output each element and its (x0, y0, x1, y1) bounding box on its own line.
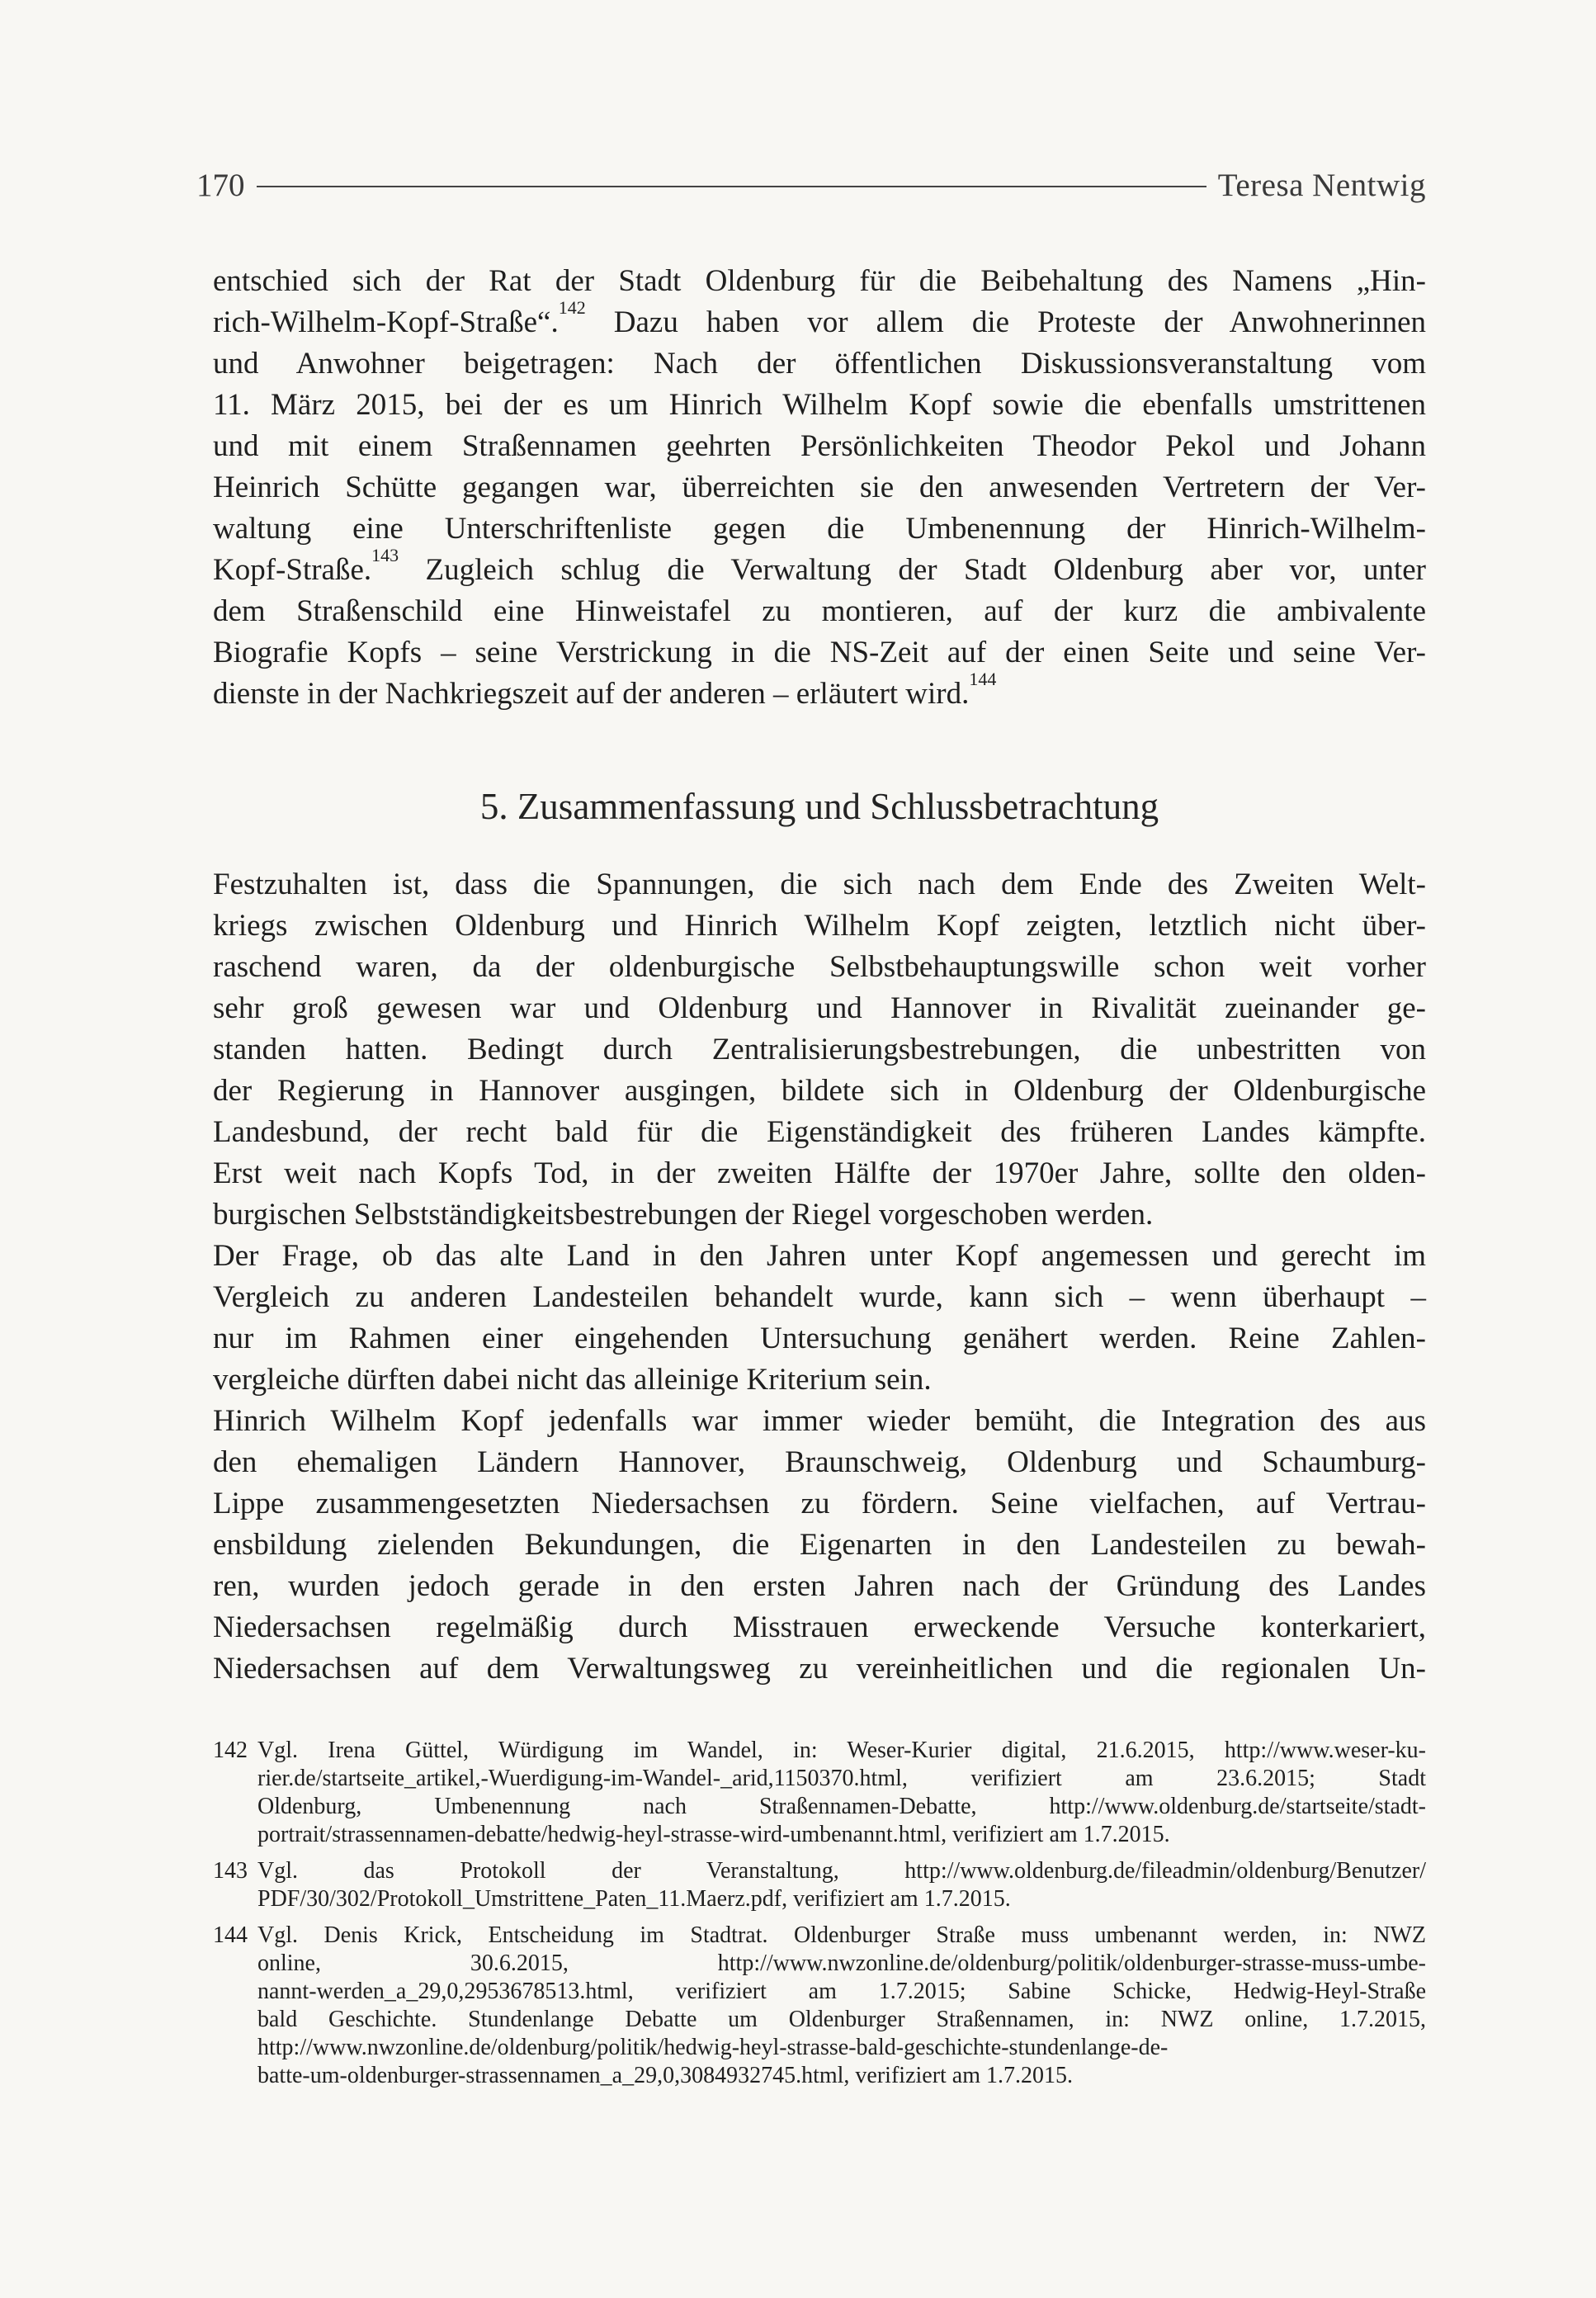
text-line: ensbildung zielenden Bekundungen, die Eigenarten in den Landesteilen zu bewah- (213, 1528, 1426, 1562)
footnote-line: portrait/strassennamen-debatte/hedwig-heyl-strasse-wird-umbenannt.html, verifiziert am 1.7.2015. (257, 1822, 1170, 1847)
footnote-line: batte-um-oldenburger-strassennamen_a_29,0,3084932745.html, verifiziert am 1.7.2015. (257, 2063, 1074, 2088)
footnote-line: rier.de/startseite_artikel,-Wuerdigung-im-Wandel-_arid,1150370.html, verifiziert am 23.6.2015; Stadt (257, 1766, 1426, 1791)
footnote-line: bald Geschichte. Stundenlange Debatte um Oldenburger Straßennamen, in: NWZ online, 1.7.2015, (257, 2007, 1426, 2032)
paragraph (213, 864, 1426, 1236)
footnote-number: 142 (213, 1738, 248, 1763)
footnotes (213, 1737, 1426, 2098)
footnote-ref-142[interactable]: 142 (558, 297, 586, 318)
text-line: Niedersachsen regelmäßig durch Misstrauen erweckende Versuche konterkariert, (213, 1610, 1426, 1644)
footnote-line: PDF/30/302/Protokoll_Umstrittene_Paten_11.Maerz.pdf, verifiziert am 1.7.2015. (257, 1886, 1011, 1912)
footnote-line: Vgl. Denis Krick, Entscheidung im Stadtrat. Oldenburger Straße muss umbenannt werden, in: NWZ (257, 1922, 1426, 1948)
section-heading: 5. Zusammenfassung und Schlussbetrachtung (479, 786, 1159, 827)
text-line: 11. März 2015, bei der es um Hinrich Wilhelm Kopf sowie die ebenfalls umstrittenen (213, 388, 1426, 422)
running-header-author: Teresa Nentwig (1217, 167, 1426, 203)
text-line: Lippe zusammengesetzten Niedersachsen zu fördern. Seine vielfachen, auf Vertrau- (213, 1487, 1426, 1520)
text-line: burgischen Selbstständigkeitsbestrebungen der Riegel vorgeschoben werden. (213, 1198, 1154, 1232)
text-line: den ehemaligen Ländern Hannover, Braunschweig, Oldenburg und Schaumburg- (213, 1445, 1426, 1479)
text-line: Kopf-Straße.$^{143}$ Zugleich schlug die Verwaltung der Stadt Oldenburg aber vor, unter (213, 545, 1426, 587)
text-line: dem Straßenschild eine Hinweistafel zu montieren, auf der kurz die ambivalente (213, 594, 1426, 628)
text-line: Biografie Kopfs – seine Verstrickung in die NS-Zeit auf der einen Seite und seine Ver- (213, 636, 1426, 669)
text-line: sehr groß gewesen war und Oldenburg und Hannover in Rivalität zueinander ge- (213, 991, 1426, 1025)
paragraph-continuation (213, 261, 1426, 715)
text-line: Niedersachsen auf dem Verwaltungsweg zu vereinheitlichen und die regionalen Un- (213, 1652, 1426, 1686)
text-line: waltung eine Unterschriftenliste gegen die Umbenennung der Hinrich-Wilhelm- (213, 512, 1426, 546)
text-line: vergleiche dürften dabei nicht das alleinige Kriterium sein. (213, 1363, 932, 1397)
text-line: der Regierung in Hannover ausgingen, bildete sich in Oldenburg der Oldenburgische (213, 1074, 1426, 1108)
text-line: Landesbund, der recht bald für die Eigenständigkeit des früheren Landes kämpfte. (213, 1115, 1426, 1149)
footnote-line: Vgl. das Protokoll der Veranstaltung, http://www.oldenburg.de/fileadmin/oldenburg/Benutzer/ (257, 1858, 1426, 1884)
footnote-number: 144 (213, 1922, 248, 1948)
text-line: ren, wurden jedoch gerade in den ersten Jahren nach der Gründung des Landes (213, 1569, 1426, 1603)
text-line: und Anwohner beigetragen: Nach der öffentlichen Diskussionsveranstaltung vom (213, 347, 1426, 381)
text-line: Der Frage, ob das alte Land in den Jahren unter Kopf angemessen und gerecht im (213, 1239, 1426, 1273)
footnote-number: 143 (213, 1858, 248, 1884)
footnote-143 (213, 1857, 1426, 1913)
text-line: kriegs zwischen Oldenburg und Hinrich Wilhelm Kopf zeigten, letztlich nicht über- (213, 909, 1426, 943)
text-line: raschend waren, da der oldenburgische Selbstbehauptungswille schon weit vorher (213, 950, 1426, 984)
paragraph (213, 1236, 1426, 1401)
text-line: rich-Wilhelm-Kopf-Straße“.$^{142}$ Dazu haben vor allem die Proteste der Anwohnerinnen (213, 297, 1426, 339)
text-line: Erst weit nach Kopfs Tod, in der zweiten Hälfte der 1970er Jahre, sollte den olden- (213, 1156, 1426, 1190)
text-line: und mit einem Straßennamen geehrten Persönlichkeiten Theodor Pekol und Johann (213, 429, 1426, 463)
page-number: 170 (196, 167, 245, 203)
text-line: Vergleich zu anderen Landesteilen behandelt wurde, kann sich – wenn überhaupt – (213, 1280, 1426, 1314)
text-line: standen hatten. Bedingt durch Zentralisierungsbestrebungen, die unbestritten von (213, 1033, 1426, 1066)
text-line: dienste in der Nachkriegszeit auf der anderen – erläutert wird.$^{144}$ (213, 669, 997, 711)
footnote-line: nannt-werden_a_29,0,2953678513.html, verifiziert am 1.7.2015; Sabine Schicke, Hedwig-Heyl-Straße (257, 1979, 1426, 2004)
text-line: Heinrich Schütte gegangen war, überreichten sie den anwesenden Vertretern der Ver- (213, 470, 1426, 504)
text-line: entschied sich der Rat der Stadt Oldenburg für die Beibehaltung des Namens „Hin- (213, 264, 1426, 298)
paragraph (213, 1401, 1426, 1690)
header-rule (257, 186, 1206, 187)
footnote-ref-144[interactable]: 144 (969, 669, 997, 689)
text-line: nur im Rahmen einer eingehenden Untersuchung genähert werden. Reine Zahlen- (213, 1322, 1426, 1355)
footnote-ref-143[interactable]: 143 (371, 545, 399, 565)
footnote-line: http://www.nwzonline.de/oldenburg/politik/hedwig-heyl-strasse-bald-geschichte-stundenlange-de- (257, 2035, 1169, 2060)
text-line: Hinrich Wilhelm Kopf jedenfalls war immer wieder bemüht, die Integration des aus (213, 1404, 1426, 1438)
running-header (196, 162, 1426, 208)
footnote-line: Oldenburg, Umbenennung nach Straßennamen-Debatte, http://www.oldenburg.de/startseite/stadt- (257, 1794, 1426, 1819)
footnote-line: Vgl. Irena Güttel, Würdigung im Wandel, in: Weser-Kurier digital, 21.6.2015, http://www.weser-ku- (257, 1738, 1426, 1763)
footnote-142 (213, 1737, 1426, 1849)
footnote-144 (213, 1922, 1426, 2090)
footnote-line: online, 30.6.2015, http://www.nwzonline.de/oldenburg/politik/oldenburger-strasse-muss-umbe- (257, 1950, 1426, 1976)
text-line: Festzuhalten ist, dass die Spannungen, die sich nach dem Ende des Zweiten Welt- (213, 868, 1426, 901)
